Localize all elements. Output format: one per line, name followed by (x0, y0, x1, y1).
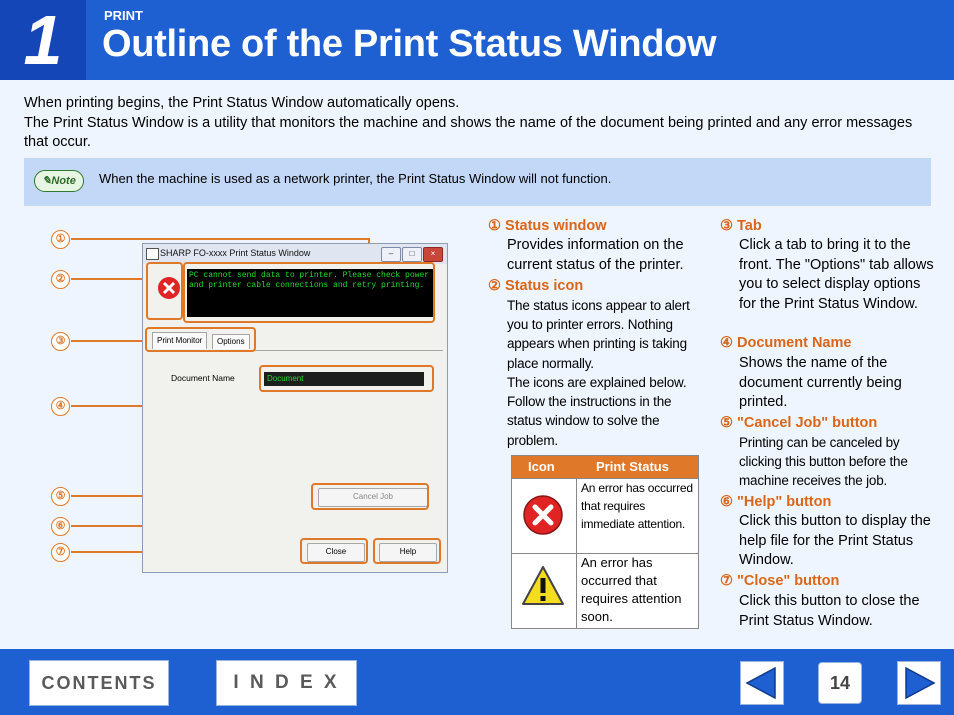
highlight-status-window (183, 262, 435, 323)
document-name-label: Document Name (171, 373, 235, 383)
highlight-document-name (259, 365, 434, 392)
page-number: 14 (818, 662, 862, 704)
desc-2-title: Status icon (505, 278, 584, 294)
callout-3-number: ③ (51, 332, 70, 351)
error-icon (522, 494, 564, 541)
intro-line-2: The Print Status Window is a utility that monitors the machine and shows the name of the document being printed and any error messages that occur. (24, 115, 913, 150)
printer-icon (146, 248, 159, 260)
desc-5-body: Printing can be canceled by clicking this button before the machine receives the job. (739, 435, 908, 489)
window-title: SHARP FO-xxxx Print Status Window (160, 248, 311, 258)
callout-5-number: ⑤ (51, 487, 70, 506)
desc-1-num: ① (488, 218, 501, 234)
tab-print-monitor[interactable]: Print Monitor (152, 332, 207, 349)
tab-options[interactable]: Options (212, 334, 250, 349)
highlight-help (373, 538, 441, 564)
desc-4-title: Document Name (737, 335, 852, 351)
table-header-status: Print Status (596, 459, 669, 474)
highlight-cancel-job (311, 483, 429, 510)
desc-4-num: ④ (720, 335, 733, 351)
desc-5-title: "Cancel Job" button (737, 415, 878, 431)
section-label: PRINT (104, 8, 143, 23)
note-badge-label: Note (51, 175, 76, 187)
desc-7-title: "Close" button (737, 573, 840, 589)
callout-6-number: ⑥ (51, 517, 70, 536)
pencil-icon: ✎ (42, 175, 52, 187)
desc-1-body: Provides information on the current status of the printer. (507, 237, 684, 273)
desc-4-body: Shows the name of the document currently being printed. (739, 355, 902, 410)
next-page-button[interactable] (897, 661, 941, 705)
desc-3-num: ③ (720, 218, 733, 234)
warning-status-text: An error has occurred that requires attention soon. (581, 555, 682, 624)
arrow-left-icon (741, 662, 783, 704)
status-message: PC cannot send data to printer. Please check power and printer cable connections and retry printing. (187, 269, 435, 317)
callout-7-number: ⑦ (51, 543, 70, 562)
desc-3-heading (720, 218, 762, 234)
cancel-job-button[interactable]: Cancel Job (318, 488, 428, 507)
minimize-icon[interactable]: – (381, 247, 401, 262)
callout-1-line (71, 238, 369, 240)
close-button[interactable]: Close (307, 543, 365, 562)
desc-6-body: Click this button to display the help file for the Print Status Window. (739, 513, 931, 568)
callout-2-line (71, 278, 143, 280)
error-status-text: An error has occurred that requires immediate attention. (581, 481, 693, 531)
icon-status-table (511, 455, 699, 629)
chapter-number: 1 (23, 1, 63, 79)
desc-3-title: Tab (737, 218, 762, 234)
highlight-close (300, 538, 368, 564)
desc-2-body-2: The icons are explained below. Follow the instructions in the status window to solve the problem. (507, 375, 687, 448)
table-header-icon: Icon (528, 459, 555, 474)
desc-6-title: "Help" button (737, 494, 832, 510)
maximize-icon[interactable]: □ (402, 247, 422, 262)
desc-4-heading (720, 335, 851, 351)
page-title: Outline of the Print Status Window (102, 23, 717, 65)
desc-5-num: ⑤ (720, 415, 733, 431)
desc-7-body: Click this button to close the Print Status Window. (739, 593, 920, 629)
desc-2-heading (488, 278, 583, 294)
window-close-icon[interactable]: × (423, 247, 443, 262)
intro-line-1: When printing begins, the Print Status Window automatically opens. (24, 95, 460, 111)
desc-6-num: ⑥ (720, 494, 733, 510)
desc-6-heading (720, 494, 831, 510)
highlight-tabs (145, 327, 256, 352)
contents-button[interactable]: CONTENTS (29, 660, 169, 706)
desc-2-body: The status icons appear to alert you to printer errors. Nothing appears when printing is taking place normally. (507, 298, 690, 371)
desc-7-heading (720, 573, 839, 589)
callout-4-number: ④ (51, 397, 70, 416)
callout-2-number: ② (51, 270, 70, 289)
previous-page-button[interactable] (740, 661, 784, 705)
index-button[interactable]: I N D E X (216, 660, 357, 706)
desc-7-num: ⑦ (720, 573, 733, 589)
arrow-right-icon (898, 662, 940, 704)
desc-2-num: ② (488, 278, 501, 294)
desc-3-body: Click a tab to bring it to the front. The "Options" tab allows you to select display options for the Print Status Window. (739, 237, 934, 312)
warning-icon (521, 564, 565, 613)
document-name-field: Document (264, 372, 424, 386)
callout-1-number: ① (51, 230, 70, 249)
help-button[interactable]: Help (379, 543, 437, 562)
desc-5-heading (720, 415, 877, 431)
note-badge (34, 170, 84, 192)
desc-1-title: Status window (505, 218, 607, 234)
highlight-status-icon (146, 262, 183, 320)
note-text: When the machine is used as a network printer, the Print Status Window will not function. (99, 171, 612, 186)
desc-1-heading (488, 218, 607, 234)
